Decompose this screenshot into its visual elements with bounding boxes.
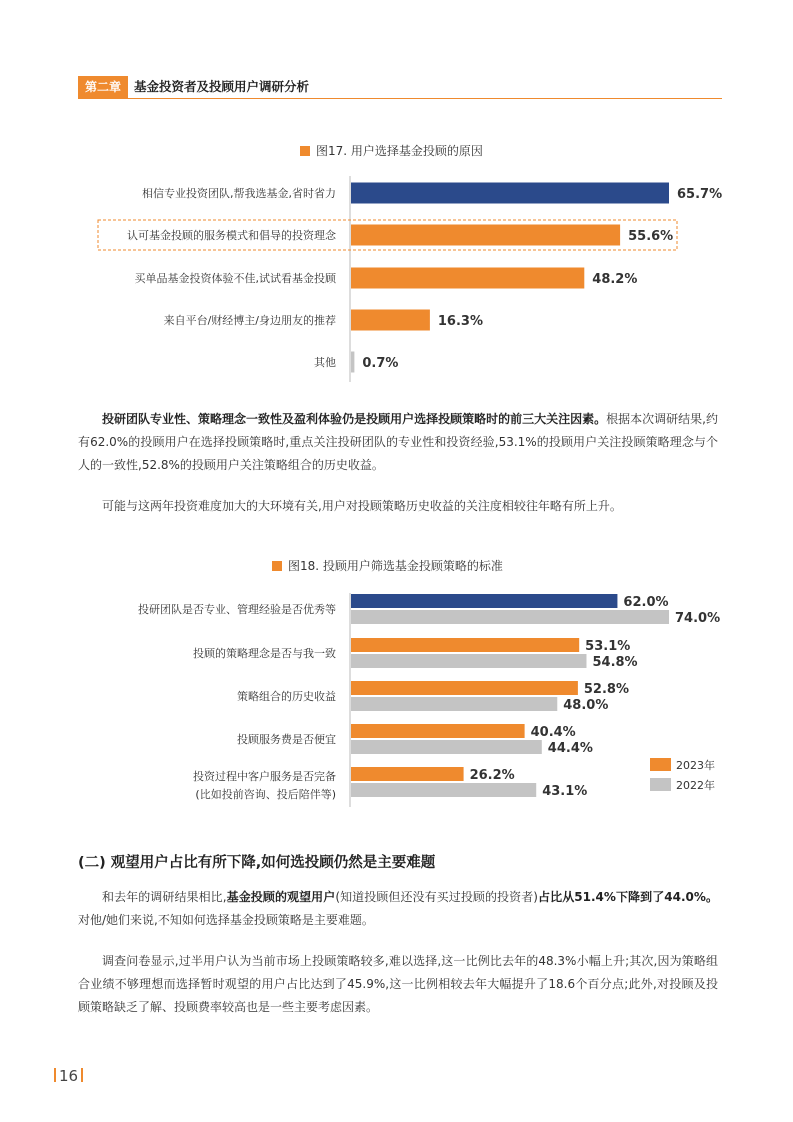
chart18-value-label-2022: 44.4%: [547, 741, 593, 756]
paragraph-1-text: 根据本次调研结果,约有62.0%的投顾用户在选择投顾策略时,重点关注投研团队的专业性和投资经验,53.1%的投顾用户关注投顾策略理念与个人的一致性,52.8%的投顾用户关注策略组合的历史收益。: [78, 412, 718, 472]
page-number-bar-left: [54, 1068, 56, 1082]
chart18-title-marker: [272, 561, 282, 571]
header-rule: [78, 98, 722, 99]
chart17: [0, 170, 793, 400]
chart18-legend-swatch-2022: [650, 778, 671, 791]
section-heading: (二) 观望用户占比有所下降,如何选投顾仍然是主要难题: [78, 855, 436, 871]
chart17-category-label: 买单品基金投资体验不佳,试试看基金投顾: [134, 272, 336, 285]
chart18-bar-2022: [351, 740, 542, 754]
chart18-bar-2023: [351, 767, 464, 781]
chart18-value-label-2022: 43.1%: [542, 784, 588, 799]
chart18-title: [272, 557, 503, 574]
chart17-bar: [351, 183, 669, 204]
page-number-bar-right: [81, 1068, 83, 1082]
chart18-category-label: 投研团队是否专业、管理经验是否优秀等: [138, 603, 336, 616]
chart17-value-label: 55.6%: [628, 229, 674, 244]
paragraph-1-bold: 投研团队专业性、策略理念一致性及盈利体验仍是投顾用户选择投顾策略时的前三大关注因素。: [102, 412, 607, 426]
chart17-category-label: 认可基金投顾的服务模式和倡导的投资理念: [127, 229, 336, 242]
page-number-text: 16: [59, 1067, 79, 1085]
chart17-category-label: 其他: [314, 356, 336, 369]
chart17-title-marker: [300, 146, 310, 156]
paragraph-2: 可能与这两年投资难度加大的大环境有关,用户对投顾策略历史收益的关注度相较往年略有所上升。: [102, 499, 622, 513]
chart18-bar-2022: [351, 697, 557, 711]
chart18-title-text: 图18. 投顾用户筛选基金投顾策略的标准: [288, 559, 503, 573]
chart18-legend-swatch-2023: [650, 758, 671, 771]
paragraph-3-e: 对他/她们来说,不知如何选择基金投顾策略是主要难题。: [78, 913, 374, 927]
paragraph-3-c: (知道投顾但还没有买过投顾的投资者): [335, 890, 538, 904]
chapter-title: 基金投资者及投顾用户调研分析: [134, 79, 310, 94]
chart18-bar-2023: [351, 594, 617, 608]
page-number: [54, 1066, 83, 1086]
chart17-title-text: 图17. 用户选择基金投顾的原因: [316, 144, 483, 158]
chapter-tag: 第二章: [78, 76, 128, 98]
chart18-value-label-2023: 52.8%: [583, 682, 630, 697]
chart18-value-label-2023: 26.2%: [469, 768, 515, 783]
chart17-value-label: 65.7%: [677, 187, 723, 202]
chart18-bar-2022: [351, 610, 669, 624]
chart18-legend-label-2022: 2022年: [676, 779, 715, 792]
page-header: [78, 76, 722, 98]
chart18: [0, 585, 793, 830]
chart17-value-label: 0.7%: [362, 356, 399, 371]
chart17-value-label: 48.2%: [592, 272, 638, 287]
chart17-bar: [351, 352, 354, 373]
chart18-value-label-2022: 48.0%: [563, 698, 609, 713]
chart18-value-label-2022: 54.8%: [592, 655, 638, 670]
chart18-value-label-2023: 53.1%: [585, 639, 631, 654]
chart18-category-label: 投顾服务费是否便宜: [237, 733, 336, 746]
chart17-bar: [351, 268, 584, 289]
chart18-category-sublabel: (比如投前咨询、投后陪伴等): [195, 788, 336, 801]
paragraph-3: [78, 886, 718, 932]
chart18-category-label: 投顾的策略理念是否与我一致: [193, 647, 336, 660]
chart18-bar-2023: [351, 681, 578, 695]
chart18-legend-label-2023: 2023年: [676, 759, 715, 772]
chart18-bar-2022: [351, 783, 536, 797]
chart18-value-label-2023: 62.0%: [623, 595, 669, 610]
chart17-value-label: 16.3%: [437, 314, 484, 329]
chart17-category-label: 来自平台/财经博主/身边朋友的推荐: [163, 314, 336, 327]
paragraph-3-a: 和去年的调研结果相比,: [102, 890, 227, 904]
paragraph-4: 调查问卷显示,过半用户认为当前市场上投顾策略较多,难以选择,这一比例比去年的48.3%小幅上升;其次,因为策略组合业绩不够理想而选择暂时观望的用户占比达到了45.9%,这一比例相较去年大幅提升了18.6个百分点;此外,对投顾及投顾策略缺乏了解、投顾费率较高也是一些主要考虑因素。: [78, 954, 718, 1014]
paragraph-1: [78, 408, 718, 477]
chart18-bar-2022: [351, 654, 586, 668]
paragraph-3-bold-1: 基金投顾的观望用户: [226, 890, 336, 904]
chart18-category-label: 投资过程中客户服务是否完备: [193, 770, 336, 783]
paragraph-3-bold-2: 占比从51.4%下降到了44.0%。: [537, 890, 718, 904]
chart18-value-label-2023: 40.4%: [530, 725, 576, 740]
chart18-value-label-2022: 74.0%: [675, 611, 721, 626]
chart18-bar-2023: [351, 724, 525, 738]
chart18-category-label: 策略组合的历史收益: [237, 690, 336, 703]
chart17-bar: [351, 310, 430, 331]
chart17-title: [300, 142, 483, 159]
chart17-bar: [351, 225, 620, 246]
chart17-category-label: 相信专业投资团队,帮我选基金,省时省力: [142, 187, 336, 200]
chart18-bar-2023: [351, 638, 579, 652]
